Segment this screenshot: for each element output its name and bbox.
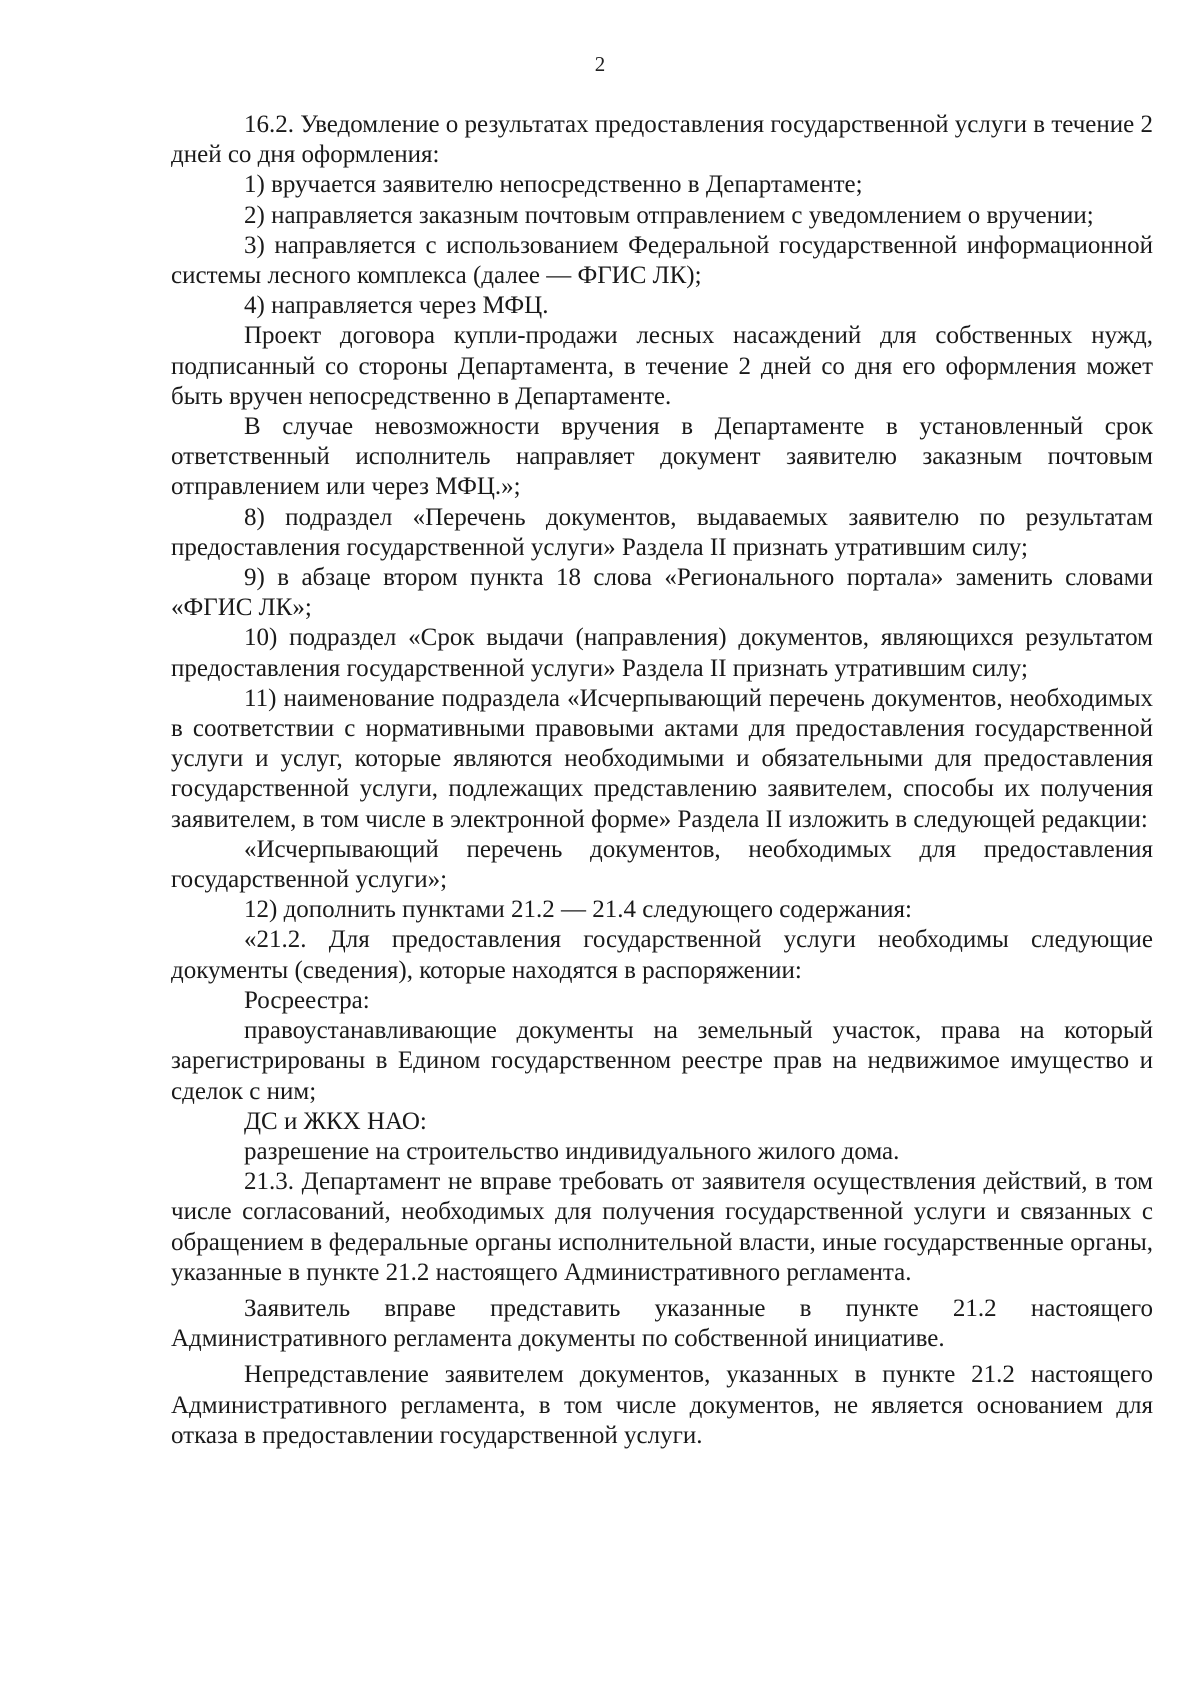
amendment-12: 12) дополнить пунктами 21.2 — 21.4 следующего содержания: xyxy=(244,896,912,924)
page-number: 2 xyxy=(594,52,606,76)
document-body xyxy=(171,110,1153,1451)
authority-rosreestr: Росреестра: xyxy=(244,986,370,1014)
rosreestr-documents: правоустанавливающие документы на земельный участок, права на который зарегистрированы в Едином государственном реестре прав на недвижимое имущество и сделок с ним; xyxy=(171,1017,1153,1105)
amendment-9: 9) в абзаце втором пункта 18 слова «Регионального портала» заменить словами «ФГИС ЛК»; xyxy=(171,564,1153,622)
list-item-3: 3) направляется с использованием Федеральной государственной информационной системы лесного комплекса (далее — ФГИС ЛК); xyxy=(171,231,1153,290)
paragraph-21-2: «21.2. Для предоставления государственной услуги необходимы следующие документы (сведения), которые находятся в распоряжении: xyxy=(171,926,1153,984)
paragraph-21-3: 21.3. Департамент не вправе требовать от заявителя осуществления действий, в том числе согласований, необходимых для получения государственной услуги и связанных с обращением в федеральные органы исполнительной власти, иные государственные органы, указанные в пункте 21.2 настоящего Административного регламента. xyxy=(171,1168,1153,1286)
paragraph-16-2: 16.2. Уведомление о результатах предоставления государственной услуги в течение 2 дней со дня оформления: xyxy=(171,111,1153,169)
amendment-11: 11) наименование подраздела «Исчерпывающий перечень документов, необходимых в соответствии с нормативными правовыми актами для предоставления государственной услуги и услуг, которые являются необходимыми и обязательными для предоставления государственной услуги, подлежащих представлению заявителем, способы их получения заявителем, в том числе в электронной форме» Раздела II изложить в следующей редакции: xyxy=(171,684,1153,833)
amendment-10: 10) подраздел «Срок выдачи (направления) документов, являющихся результатом предоставления государственной услуги» Раздела II признать утратившим силу; xyxy=(171,624,1153,682)
paragraph-applicant-right: Заявитель вправе представить указанные в пункте 21.2 настоящего Административного регламента документы по собственной инициативе. xyxy=(171,1294,1153,1353)
paragraph-delivery-impossible: В случае невозможности вручения в Департаменте в установленный срок ответственный исполнитель направляет документ заявителю заказным почтовым отправлением или через МФЦ.»; xyxy=(171,413,1153,501)
list-item-4: 4) направляется через МФЦ. xyxy=(244,292,549,320)
amendment-8: 8) подраздел «Перечень документов, выдаваемых заявителю по результатам предоставления государственной услуги» Раздела II признать утратившим силу; xyxy=(171,503,1153,561)
new-subsection-title: «Исчерпывающий перечень документов, необходимых для предоставления государственной услуги»; xyxy=(171,835,1153,894)
ds-zhkh-documents: разрешение на строительство индивидуального жилого дома. xyxy=(244,1137,900,1165)
paragraph-non-submission: Непредставление заявителем документов, указанных в пункте 21.2 настоящего Административного регламента, в том числе документов, не является основанием для отказа в предоставлении государственной услуги. xyxy=(171,1361,1153,1449)
authority-ds-zhkh: ДС и ЖКХ НАО: xyxy=(244,1107,427,1135)
paragraph-contract-project: Проект договора купли-продажи лесных насаждений для собственных нужд, подписанный со стороны Департамента, в течение 2 дней со дня его оформления может быть вручен непосредственно в Департаменте. xyxy=(171,322,1153,410)
list-item-2: 2) направляется заказным почтовым отправлением с уведомлением о вручении; xyxy=(244,201,1094,229)
list-item-1: 1) вручается заявителю непосредственно в Департаменте; xyxy=(244,171,863,199)
